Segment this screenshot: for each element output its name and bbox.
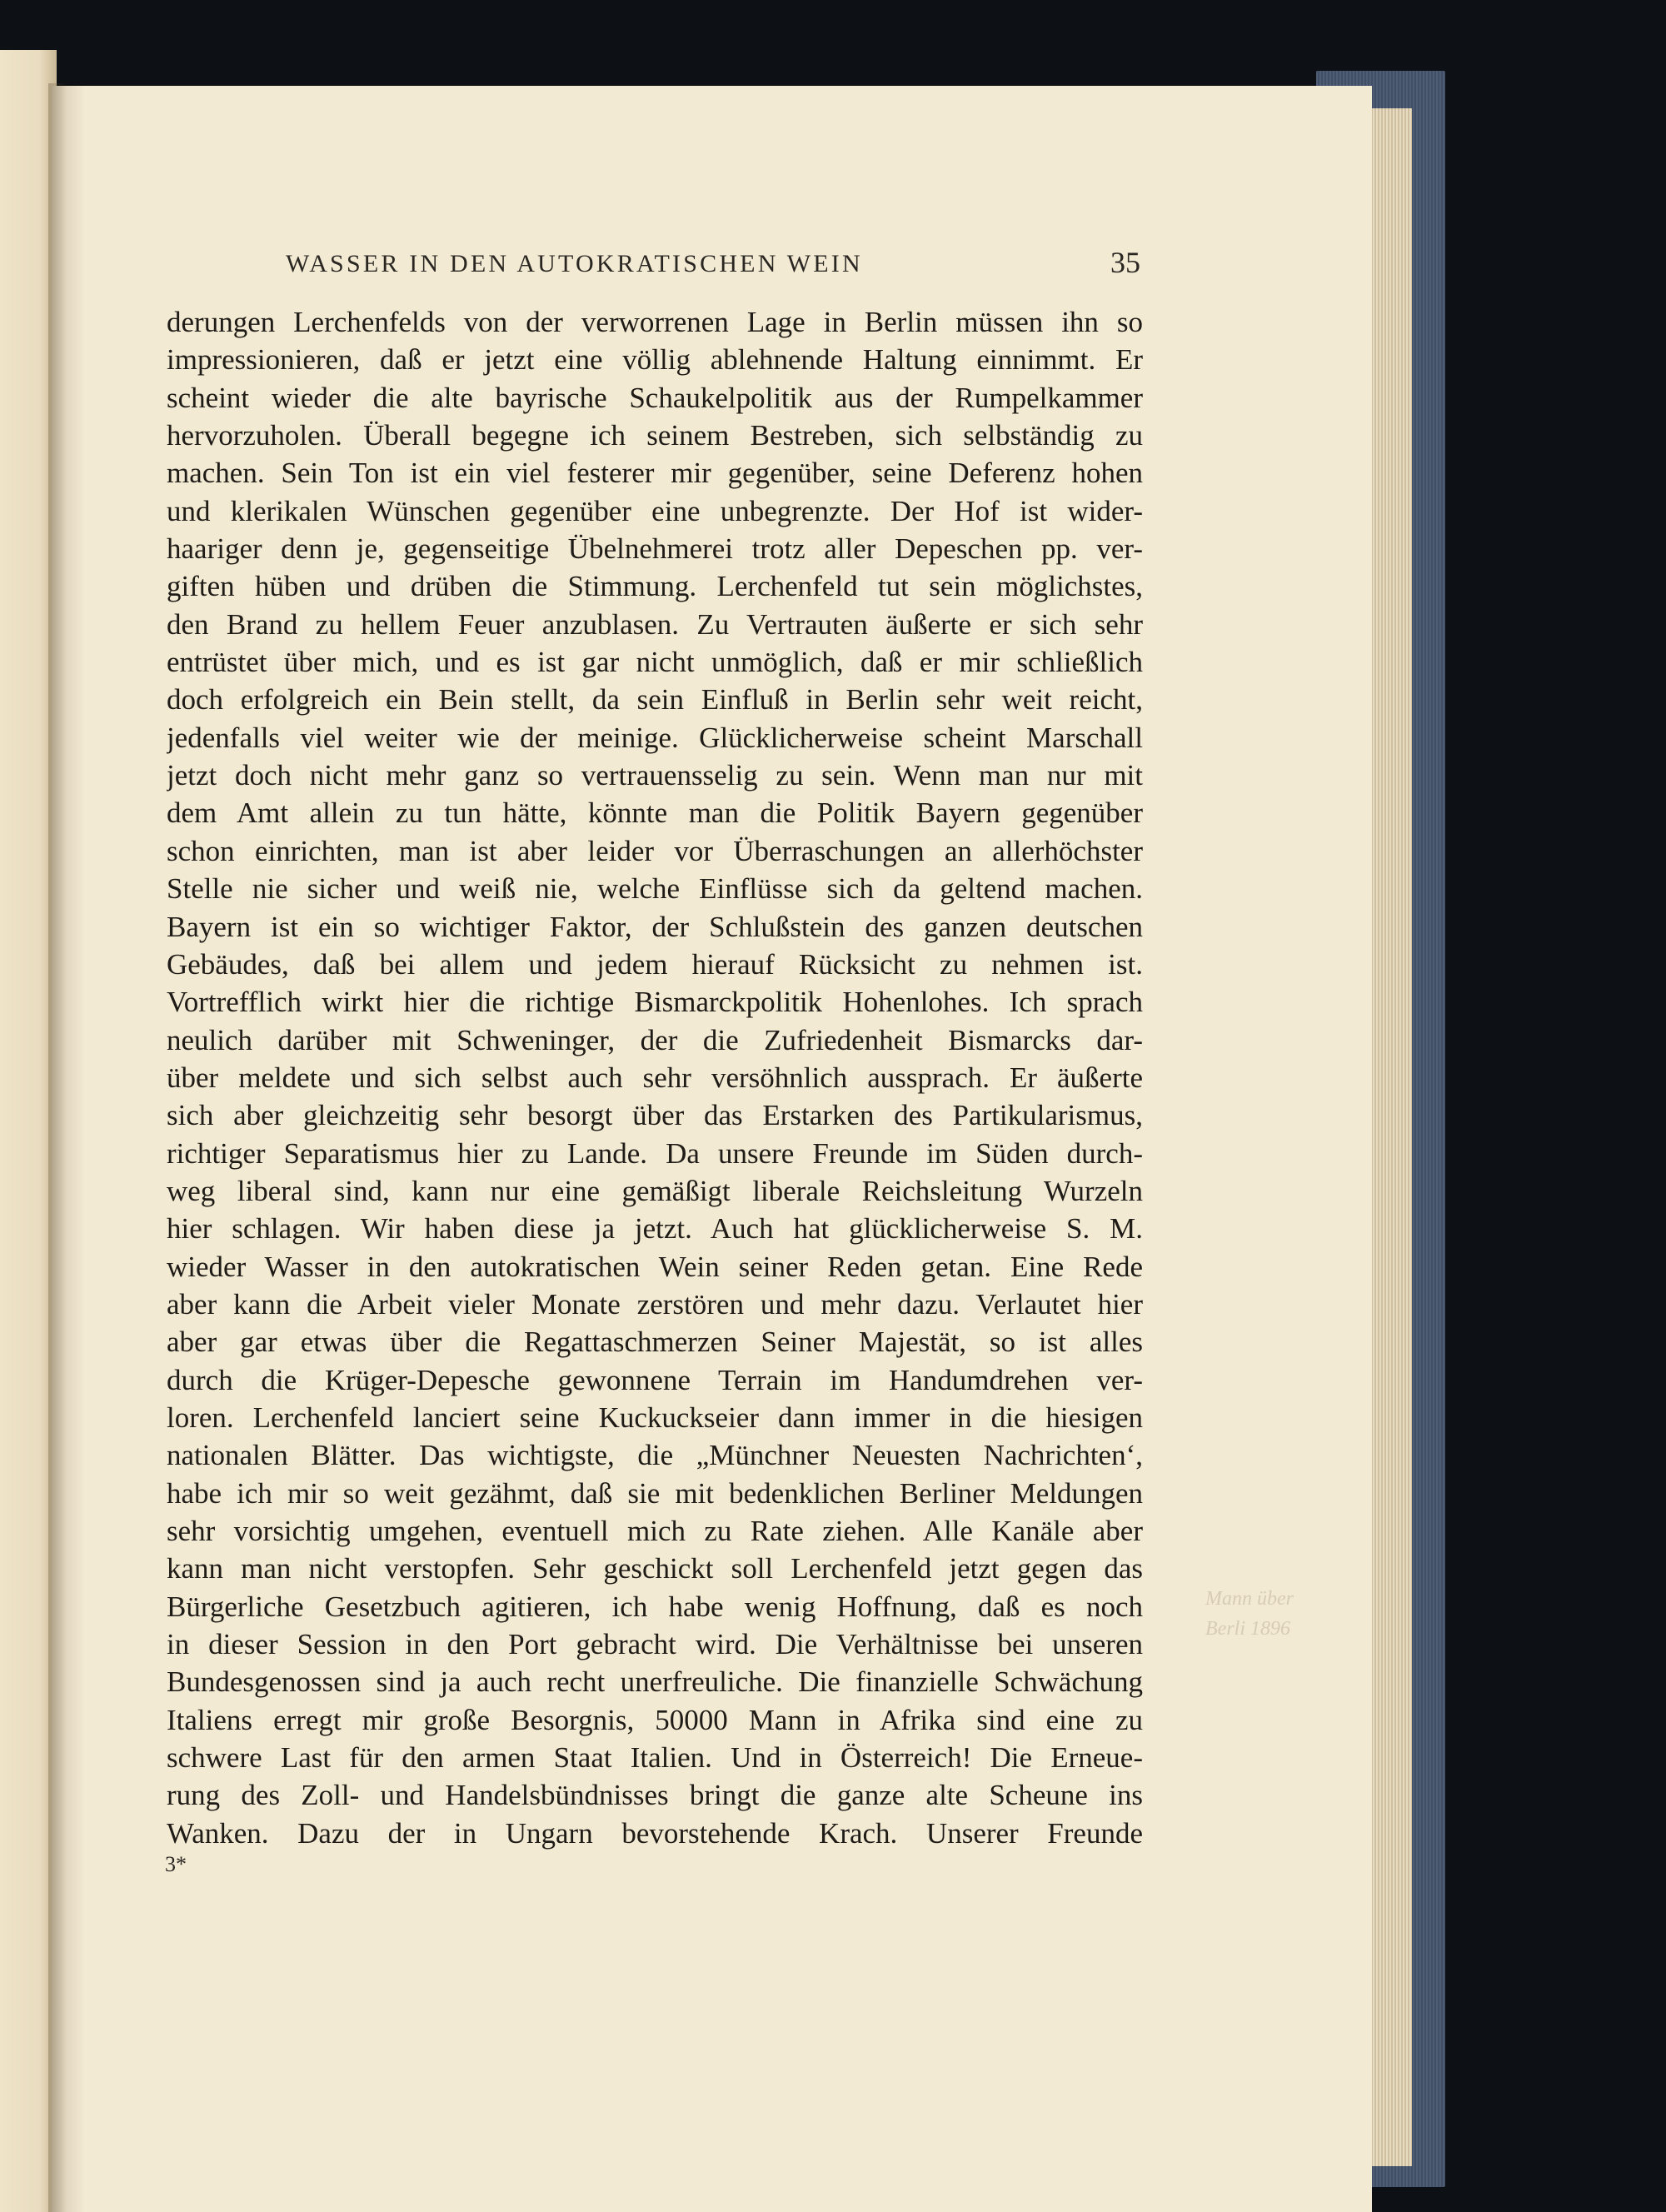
text-line: aber kann die Arbeit vieler Monate zerstören und mehr dazu. Verlautet hier bbox=[167, 1287, 1143, 1321]
text-line: durch die Krüger-Depesche gewonnene Terrain im Handumdrehen ver- bbox=[167, 1363, 1143, 1396]
text-line: entrüstet über mich, und es ist gar nicht unmöglich, daß er mir schließlich bbox=[167, 646, 1143, 679]
text-line: weg liberal sind, kann nur eine gemäßigt liberale Reichsleitung Wurzeln bbox=[167, 1174, 1143, 1207]
body-text bbox=[167, 303, 1143, 1852]
text-line: Bundesgenossen sind ja auch recht unerfreuliche. Die finanzielle Schwächung bbox=[167, 1665, 1143, 1699]
text-line: den Brand zu hellem Feuer anzublasen. Zu Vertrauten äußerte er sich sehr bbox=[167, 607, 1143, 641]
text-line: jetzt doch nicht mehr ganz so vertrauensselig zu sein. Wenn man nur mit bbox=[167, 759, 1143, 792]
text-line: neulich darüber mit Schweninger, der die Zufriedenheit Bismarcks dar- bbox=[167, 1023, 1143, 1056]
text-line: aber gar etwas über die Regattaschmerzen Seiner Majestät, so ist alles bbox=[167, 1326, 1143, 1359]
text-line: Gebäudes, daß bei allem und jedem hierauf Rücksicht zu nehmen ist. bbox=[167, 947, 1143, 981]
text-line: Wanken. Dazu der in Ungarn bevorstehende Krach. Unserer Freunde bbox=[167, 1816, 1143, 1850]
running-head: WASSER IN DEN AUTOKRATISCHEN WEIN bbox=[286, 250, 863, 277]
text-line: sehr vorsichtig umgehen, eventuell mich zu Rate ziehen. Alle Kanäle aber bbox=[167, 1515, 1143, 1547]
text-line: habe ich mir so weit gezähmt, daß sie mit bedenklichen Berliner Meldungen bbox=[167, 1476, 1143, 1510]
text-line: impressionieren, daß er jetzt eine völlig ablehnende Haltung einnimmt. Er bbox=[167, 343, 1143, 377]
gutter-shadow bbox=[48, 83, 67, 2212]
text-line: Italiens erregt mir große Besorgnis, 50000 Mann in Afrika sind eine zu bbox=[167, 1703, 1143, 1736]
text-line: in dieser Session in den Port gebracht wird. Die Verhältnisse bei unseren bbox=[167, 1628, 1143, 1661]
text-line: Stelle nie sicher und weiß nie, welche Einflüsse sich da geltend machen. bbox=[167, 872, 1143, 906]
text-line: sich aber gleichzeitig sehr besorgt über das Erstarken des Partikularismus, bbox=[167, 1099, 1143, 1132]
text-line: machen. Sein Ton ist ein viel festerer mir gegenüber, seine Deferenz hohen bbox=[167, 457, 1143, 490]
text-line: schon einrichten, man ist aber leider vor Überraschungen an allerhöchster bbox=[167, 834, 1143, 867]
text-line: wieder Wasser in den autokratischen Wein seiner Reden getan. Eine Rede bbox=[167, 1250, 1143, 1283]
text-line: Vortrefflich wirkt hier die richtige Bismarckpolitik Hohenlohes. Ich sprach bbox=[167, 986, 1143, 1019]
text-line: über meldete und sich selbst auch sehr versöhnlich aussprach. Er äußerte bbox=[167, 1061, 1143, 1094]
text-line: scheint wieder die alte bayrische Schaukelpolitik aus der Rumpelkammer bbox=[167, 381, 1143, 414]
signature-mark: 3* bbox=[165, 1852, 187, 1876]
text-line: Bayern ist ein so wichtiger Faktor, der Schlußstein des ganzen deutschen bbox=[167, 910, 1143, 943]
text-line: jedenfalls viel weiter wie der meinige. Glücklicherweise scheint Marschall bbox=[167, 721, 1143, 754]
text-line: haariger denn je, gegenseitige Übelnehmerei trotz aller Depeschen pp. ver- bbox=[167, 532, 1143, 566]
text-line: rung des Zoll- und Handelsbündnisses bringt die ganze alte Scheune ins bbox=[167, 1779, 1143, 1812]
text-line: loren. Lerchenfeld lanciert seine Kuckuckseier dann immer in die hiesigen bbox=[167, 1401, 1143, 1434]
page-number: 35 bbox=[1110, 246, 1140, 279]
text-line: und klerikalen Wünschen gegenüber eine unbegrenzte. Der Hof ist wider- bbox=[167, 494, 1143, 527]
text-line: hervorzuholen. Überall begegne ich seinem Bestreben, sich selbständig zu bbox=[167, 419, 1143, 452]
page-edges bbox=[1366, 108, 1412, 2166]
text-line: Bürgerliche Gesetzbuch agitieren, ich habe wenig Hoffnung, daß es noch bbox=[167, 1590, 1143, 1623]
text-line: schwere Last für den armen Staat Italien. Und in Österreich! Die Erneue- bbox=[167, 1741, 1143, 1775]
text-line: kann man nicht verstopfen. Sehr geschickt soll Lerchenfeld jetzt gegen das bbox=[167, 1552, 1143, 1585]
text-line: richtiger Separatismus hier zu Lande. Da unsere Freunde im Süden durch- bbox=[167, 1136, 1143, 1170]
text-line: doch erfolgreich ein Bein stellt, da sein Einfluß in Berlin sehr weit reicht, bbox=[167, 683, 1143, 717]
text-line: dem Amt allein zu tun hätte, könnte man die Politik Bayern gegenüber bbox=[167, 796, 1143, 830]
text-line: nationalen Blätter. Das wichtigste, die „Münchner Neuesten Nachrichten‘, bbox=[167, 1439, 1143, 1472]
text-line: hier schlagen. Wir haben diese ja jetzt. Auch hat glücklicherweise S. M. bbox=[167, 1212, 1143, 1246]
text-line: giften hüben und drüben die Stimmung. Lerchenfeld tut sein möglichstes, bbox=[167, 570, 1143, 603]
text-line: derungen Lerchenfelds von der verworrenen Lage in Berlin müssen ihn so bbox=[167, 306, 1143, 338]
show-through-text: Mann über Berli 1896 bbox=[1205, 1588, 1294, 1640]
